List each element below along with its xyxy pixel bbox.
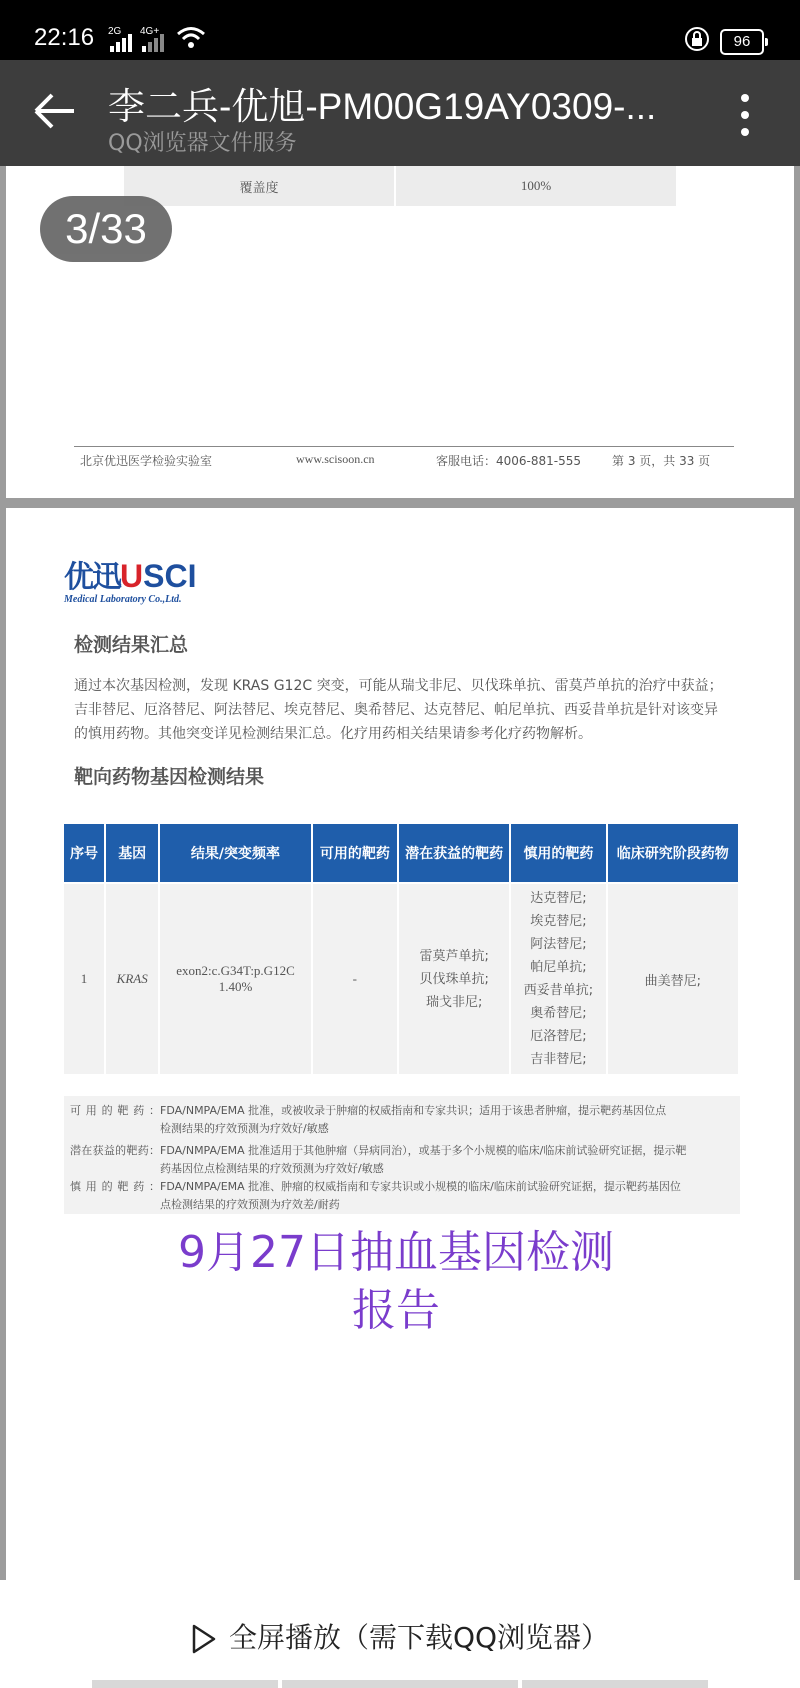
cell-result-variant: exon2:c.G34T:p.G12C	[176, 963, 295, 978]
handwritten-annotation	[36, 1224, 756, 1340]
target-heading: 靶向药物基因检测结果	[74, 766, 265, 788]
drug-item: 帕尼单抗;	[530, 960, 587, 975]
drug-item: 瑞戈非尼;	[425, 994, 483, 1010]
col-header-available: 可用的靶药	[313, 824, 397, 882]
bottom-tab-strip	[92, 1680, 712, 1688]
page-indicator: 3/33	[40, 196, 172, 262]
fullscreen-play-button[interactable]	[0, 1616, 800, 1656]
col-header-clinical: 临床研究阶段药物	[608, 824, 738, 882]
note-line: 检测结果的疗效预测为疗效好/敏感	[160, 1122, 329, 1135]
table-header-row	[64, 824, 738, 882]
signal-2g-label: 2G	[108, 26, 122, 37]
annotation-line: 9月27日抽血基因检测	[178, 1227, 614, 1278]
tab-indicator	[92, 1680, 278, 1688]
drug-item: 阿法替尼;	[530, 937, 587, 952]
logo-u: U	[120, 558, 144, 594]
tab-indicator	[282, 1680, 518, 1688]
footer-divider	[74, 446, 734, 447]
coverage-row	[124, 166, 684, 206]
drug-item: 达克替尼;	[530, 891, 587, 906]
summary-heading: 检测结果汇总	[74, 634, 189, 656]
company-logo	[64, 552, 196, 605]
cell-caution	[511, 884, 605, 1074]
status-bar	[0, 0, 800, 60]
fullscreen-play-label: 全屏播放（需下载QQ浏览器）	[228, 1621, 610, 1654]
note-line: FDA/NMPA/EMA 批准，或被收录于肿瘤的权威指南和专家共识；适用于该患者肿瘤，提示靶药基因位点	[160, 1104, 667, 1117]
more-options-icon[interactable]	[730, 90, 760, 140]
cell-no: 1	[64, 884, 104, 1074]
drug-item: 厄洛替尼;	[530, 1029, 587, 1044]
drug-item: 西妥昔单抗;	[523, 983, 594, 998]
drug-item: 吉非替尼;	[530, 1052, 587, 1067]
note-label: 潜在获益的靶药：	[70, 1144, 160, 1157]
tab-indicator	[522, 1680, 708, 1688]
document-title: 李二兵-优旭-PM00G19AY0309-...	[108, 86, 657, 127]
footer-phone: 客服电话：4006-881-555	[436, 454, 582, 468]
signal-4g-label: 4G+	[140, 26, 160, 37]
cell-result	[160, 884, 310, 1074]
lock-icon	[684, 26, 710, 52]
app-bar	[0, 60, 800, 166]
table-row	[64, 884, 738, 1074]
document-subtitle: QQ浏览器文件服务	[108, 131, 297, 156]
summary-line: 吉非替尼、厄洛替尼、阿法替尼、埃克替尼、奥希替尼、达克替尼、帕尼单抗、西妥昔单抗是针对该变异	[74, 702, 718, 718]
status-time: 22:16	[34, 24, 95, 51]
summary-line: 通过本次基因检测，发现 KRAS G12C 突变，可能从瑞戈非尼、贝伐珠单抗、雷莫芦单抗的治疗中获益；	[74, 678, 723, 694]
results-table	[62, 822, 740, 1076]
col-header-caution: 慎用的靶药	[511, 824, 605, 882]
coverage-label: 覆盖度	[124, 166, 394, 206]
note-text	[160, 1102, 730, 1138]
col-header-gene: 基因	[106, 824, 158, 882]
note-text	[160, 1142, 730, 1178]
logo-cn: 优迅	[64, 560, 120, 595]
note-line: 点检测结果的疗效预测为疗效差/耐药	[160, 1198, 340, 1211]
footer-website: www.scisoon.cn	[296, 452, 375, 466]
logo-sci: SCI	[143, 558, 197, 594]
note-line: FDA/NMPA/EMA 批准适用于其他肿瘤（异病同治），或基于多个小规模的临床/临床前试验研究证据，提示靶	[160, 1144, 687, 1157]
play-icon	[191, 1623, 217, 1655]
cell-available: -	[313, 884, 397, 1074]
note-label: 慎用的靶药：	[70, 1180, 160, 1193]
legend-notes	[64, 1096, 740, 1214]
signal-icon-2	[140, 34, 170, 52]
note-line: 药基因位点检测结果的疗效预测为疗效好/敏感	[160, 1162, 384, 1175]
battery-indicator: 96	[720, 29, 764, 55]
footer-page-number: 第 3 页，共 33 页	[612, 454, 711, 468]
summary-paragraph	[74, 674, 734, 746]
footer-lab: 北京优迅医学检验实验室	[80, 454, 213, 468]
summary-line: 的慎用药物。其他突变详见检测结果汇总。化疗用药相关结果请参考化疗药物解析。	[74, 726, 592, 742]
note-line: FDA/NMPA/EMA 批准、肿瘤的权威指南和专家共识或小规模的临床/临床前试验研究证据，提示靶药基因位	[160, 1180, 681, 1193]
logo-tagline: Medical Laboratory Co.,Ltd.	[64, 594, 182, 605]
coverage-value: 100%	[396, 166, 676, 206]
col-header-result: 结果/突变频率	[160, 824, 310, 882]
back-arrow-icon[interactable]	[30, 86, 80, 136]
document-page-4	[6, 508, 794, 1580]
cell-gene: KRAS	[106, 884, 158, 1074]
bottom-bar	[0, 1580, 800, 1688]
cell-result-frequency: 1.40%	[218, 979, 253, 994]
col-header-no: 序号	[64, 824, 104, 882]
document-viewer[interactable]	[0, 166, 800, 1580]
cell-potential	[399, 884, 509, 1074]
drug-item: 埃克替尼;	[530, 914, 587, 929]
note-text	[160, 1178, 730, 1214]
note-label: 可用的靶药：	[70, 1104, 160, 1117]
signal-icon	[108, 34, 136, 52]
drug-item: 雷莫芦单抗;	[419, 948, 489, 964]
col-header-potential: 潜在获益的靶药	[399, 824, 509, 882]
cell-clinical: 曲美替尼;	[608, 884, 738, 1074]
drug-item: 贝伐珠单抗;	[419, 971, 489, 987]
wifi-icon	[176, 26, 206, 50]
drug-item: 奥希替尼;	[530, 1006, 587, 1021]
annotation-line: 报告	[352, 1285, 440, 1336]
